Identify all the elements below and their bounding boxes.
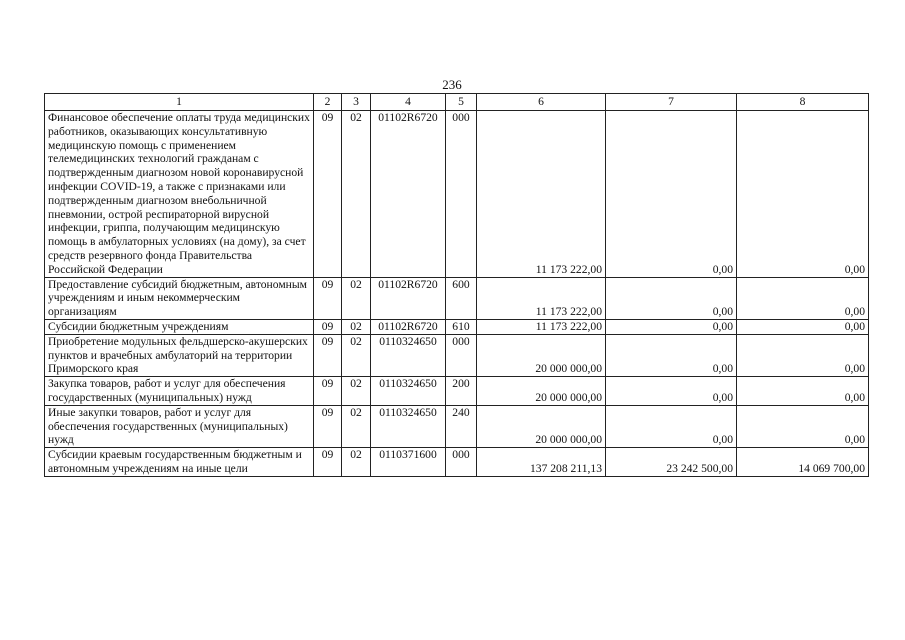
- target-article-code: 01102R6720: [371, 319, 446, 334]
- header-cell: 7: [606, 94, 737, 111]
- section-code: 09: [314, 111, 342, 278]
- subsection-code: 02: [342, 319, 371, 334]
- table-row: [45, 111, 869, 278]
- amount-col8: 0,00: [737, 111, 869, 278]
- table-row: [45, 448, 869, 477]
- header-row: [45, 94, 869, 111]
- header-cell: 4: [371, 94, 446, 111]
- expense-type-code: 610: [446, 319, 477, 334]
- amount-col6: 20 000 000,00: [477, 377, 606, 406]
- row-name: Иные закупки товаров, работ и услуг для обеспечения государственных (муниципальных) нужд: [45, 405, 314, 447]
- expense-type-code: 000: [446, 334, 477, 376]
- section-code: 09: [314, 334, 342, 376]
- target-article-code: 0110324650: [371, 405, 446, 447]
- amount-col8: 0,00: [737, 405, 869, 447]
- amount-col6: 137 208 211,13: [477, 448, 606, 477]
- amount-col8: 0,00: [737, 334, 869, 376]
- table-row: [45, 319, 869, 334]
- section-code: 09: [314, 405, 342, 447]
- expense-type-code: 200: [446, 377, 477, 406]
- amount-col8: 0,00: [737, 319, 869, 334]
- amount-col6: 11 173 222,00: [477, 111, 606, 278]
- row-name: Закупка товаров, работ и услуг для обеспечения государственных (муниципальных) нужд: [45, 377, 314, 406]
- subsection-code: 02: [342, 448, 371, 477]
- target-article-code: 01102R6720: [371, 277, 446, 319]
- amount-col6: 20 000 000,00: [477, 405, 606, 447]
- row-name: Субсидии бюджетным учреждениям: [45, 319, 314, 334]
- target-article-code: 0110371600: [371, 448, 446, 477]
- table-row: [45, 334, 869, 376]
- subsection-code: 02: [342, 405, 371, 447]
- header-cell: 8: [737, 94, 869, 111]
- target-article-code: 0110324650: [371, 377, 446, 406]
- expense-type-code: 000: [446, 448, 477, 477]
- subsection-code: 02: [342, 277, 371, 319]
- amount-col7: 0,00: [606, 405, 737, 447]
- row-name: Субсидии краевым государственным бюджетным и автономным учреждениям на иные цели: [45, 448, 314, 477]
- header-cell: 3: [342, 94, 371, 111]
- row-name: Финансовое обеспечение оплаты труда медицинских работников, оказывающих консультативную медицинскую помощь с применением телемедицинских технологий гражданам с подтвержденным диагнозом новой коронавирусной инфекции COVID-19, а также с признаками или подтвержденным диагнозом внебольничной пневмонии, острой респираторной вирусной инфекции, гриппа, получающим медицинскую помощь в амбулаторных условиях (на дому), за счет средств резервного фонда Правительства Российской Федерации: [45, 111, 314, 278]
- expense-type-code: 240: [446, 405, 477, 447]
- amount-col8: 0,00: [737, 277, 869, 319]
- row-name: Предоставление субсидий бюджетным, автономным учреждениям и иным некоммерческим организациям: [45, 277, 314, 319]
- table-row: [45, 277, 869, 319]
- page-number: 236: [442, 77, 462, 92]
- row-name: Приобретение модульных фельдшерско-акушерских пунктов и врачебных амбулаторий на территории Приморского края: [45, 334, 314, 376]
- expense-type-code: 000: [446, 111, 477, 278]
- header-cell: 2: [314, 94, 342, 111]
- amount-col7: 23 242 500,00: [606, 448, 737, 477]
- table-row: [45, 405, 869, 447]
- budget-table: [44, 93, 869, 477]
- header-cell: 5: [446, 94, 477, 111]
- subsection-code: 02: [342, 334, 371, 376]
- amount-col6: 20 000 000,00: [477, 334, 606, 376]
- section-code: 09: [314, 277, 342, 319]
- table-row: [45, 377, 869, 406]
- expense-type-code: 600: [446, 277, 477, 319]
- target-article-code: 01102R6720: [371, 111, 446, 278]
- subsection-code: 02: [342, 111, 371, 278]
- section-code: 09: [314, 377, 342, 406]
- header-cell: 6: [477, 94, 606, 111]
- amount-col7: 0,00: [606, 111, 737, 278]
- amount-col8: 14 069 700,00: [737, 448, 869, 477]
- header-cell: 1: [45, 94, 314, 111]
- section-code: 09: [314, 319, 342, 334]
- amount-col7: 0,00: [606, 334, 737, 376]
- target-article-code: 0110324650: [371, 334, 446, 376]
- amount-col6: 11 173 222,00: [477, 319, 606, 334]
- amount-col8: 0,00: [737, 377, 869, 406]
- section-code: 09: [314, 448, 342, 477]
- amount-col7: 0,00: [606, 277, 737, 319]
- amount-col7: 0,00: [606, 377, 737, 406]
- amount-col7: 0,00: [606, 319, 737, 334]
- subsection-code: 02: [342, 377, 371, 406]
- amount-col6: 11 173 222,00: [477, 277, 606, 319]
